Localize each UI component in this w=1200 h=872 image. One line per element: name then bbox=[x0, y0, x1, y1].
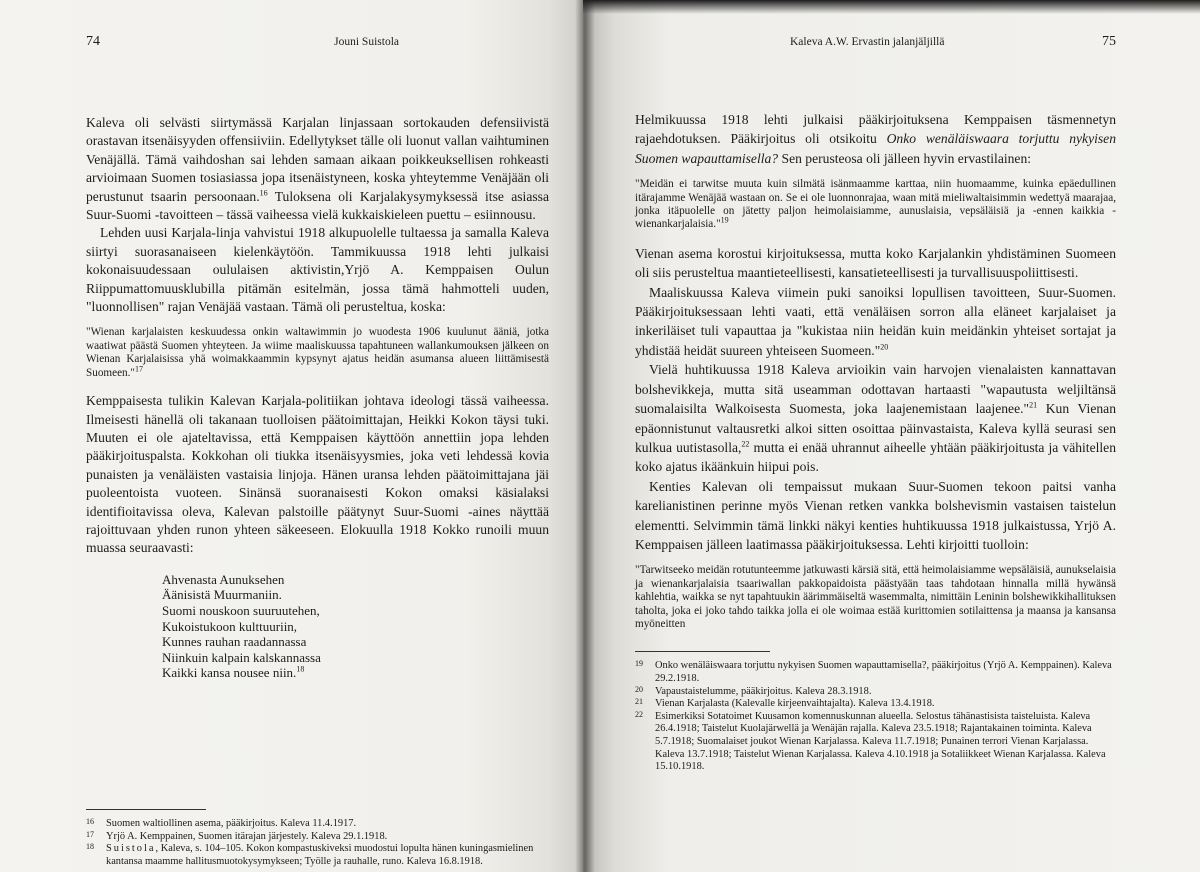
poem-line: Äänisistä Muurmaniin. bbox=[162, 587, 282, 603]
left-paragraph-3: Kemppaisesta tulikin Kalevan Karjala-politiikan johtava ideologi tässä vaiheessa. Ilmeisesti hänellä oli takanaan tuolloisen päätoimittajan, Heikki Kokon täysi tuki. Muuten ei ole ajateltavissa, että Kemppaisen käyttöön annettiin jopa lehden pääkirjoituspalsta. Kokkohan oli tiukka itsenäisyysmies, joka veti lehdessä kovia punaisten ja venäläisten vastaisia linjoja. Hänen uransa lehden päätoimittajana jäi puoleentoista vuoteen. Sinänsä suoranaisesti Kokon omaksi käsialaksi identifioitavissa oleva, Kalevan palstoille päätynyt Suur-Suomi -aines näyttää rajoittuvaan yhden runon yhteen säkeeseen. Elokuulla 1918 Kokko runoili muun muassa seuraavasti: bbox=[86, 393, 549, 556]
scan-edge bbox=[583, 0, 1200, 14]
footnote-17: 17 Yrjö A. Kemppainen, Suomen itärajan järjestely. Kaleva 29.1.1918. bbox=[86, 829, 388, 842]
right-paragraph-2: Vienan asema korostui kirjoituksessa, mutta koko Karjalankin yhdistäminen Suomeen oli siis perusteltua maantieteellisesti, kansatieteellisesti ja turvallisuuspoliittisesti. bbox=[635, 245, 1116, 281]
footnote-ref-21: 21 bbox=[1029, 400, 1038, 410]
footnote-20: 20 Vapaustaistelumme, pääkirjoitus. Kaleva 28.3.1918. bbox=[635, 684, 872, 697]
footnote-ref-17: 17 bbox=[135, 363, 143, 373]
footnote-ref-22: 22 bbox=[741, 439, 750, 449]
footnote-ref-20: 20 bbox=[880, 342, 889, 352]
poem bbox=[162, 572, 549, 681]
left-paragraph-1: Kaleva oli selvästi siirtymässä Karjalan linjassaan sortokauden defensiivistä orastavan itsenäisyyden offensiiviin. Edellytykset tälle oli luonut vallan vaihtuminen Venäjällä. Tämä vaihdoshan sai lehden samaan aikaan poikkeuksellisen rohkeasti arvioimaan Suomen tosiasiassa jopa itsenäistyneen, koska yhteytemme Venäjään oli perustunut tsaarin persoonaan.$^{16}$ Tuloksena oli Karjalakysymyksessä itse asiassa Suur-Suomi -tavoitteen – tässä vaiheessa vielä kukkaiskieleen puettu – esiinnousu. bbox=[86, 115, 549, 223]
footnote-22: 22 Esimerkiksi Sotatoimet Kuusamon komennuskunnan alueella. Selostus tähänastisista taisteluista. Kaleva 26.4.1918; Taistelut Kuolajärwellä ja Wenäjän rajalla. Kaleva 23.5.1918; Rajantakainen toiminta. Kaleva 5.7.1918; Suomalaiset joukot Wienan Karjalassa. Kaleva 11.7.1918; Punainen terrori Vienan Karjalassa. Kaleva 13.7.1918; Taistelut Wienan Karjalassa. Kaleva 4.10.1918 ja Sotaliikkeet Wienan Karjalassa. Kaleva 15.10.1918. bbox=[635, 709, 1106, 773]
left-footnotes bbox=[86, 818, 549, 868]
poem-line: Kukoistukoon kulttuuriin, bbox=[162, 618, 298, 634]
right-page-number: 75 bbox=[1102, 34, 1116, 49]
footnote-18: 18 Suistola, Kaleva, s. 104–105. Kokon kompastuskiveksi muodostui lopulta hänen kuningasmielinen kantansa maamme hallitusmuotokysymykseen; Työlle ja rauhalle, runo. Kaleva 16.8.1918. bbox=[86, 842, 534, 867]
right-paragraph-1: Helmikuussa 1918 lehti julkaisi pääkirjoituksena Kemppaisen täsmennetyn rajaehdotuksen. Pääkirjoitus oli otsikoitu Onko wenäläiswaara torjuttu nykyisen Suomen wapauttamisella? Sen perusteosa oli jälleen hyvin ervastilainen: bbox=[635, 112, 1116, 166]
left-page-number: 74 bbox=[86, 34, 100, 49]
left-running-title: Jouni Suistola bbox=[334, 36, 399, 48]
left-block-quote: "Wienan karjalaisten keskuudessa onkin waltawimmin jo wuodesta 1906 kuulunut ääniä, jotka waatiwat päästä Suomen yhteyteen. Ja wiime maaliskuussa tapahtuneen wallankumouksen jälkeen on Wienan Karjalaisissa yhä woimakkaammin kypsynyt ajatus heidän asumansa alueen liittämisestä Suomeen."$^{17}$ bbox=[86, 326, 549, 379]
footnote-ref-19: 19 bbox=[720, 215, 729, 225]
right-paragraph-4: Vielä huhtikuussa 1918 Kaleva arvioikin vain harvojen vienalaisten kannattavan bolshevikkeja, mutta sitä useamman odottavan hartaasti "wapautusta weljiltänsä suomalaisilta Walkoisesta Suomesta, joka laajenemistaan laajenee."$^{21}$ Kun Vienan epäonnistunut valtausretki alkoi sitten osoittaa päinvastaista, Kaleva kyllä seurasi sen kulkua uutistasolla,$^{22}$ mutta ei enää uhrannut aiheelle yhtään pääkirjoitusta ja vähitellen koko ajatus ikäänkuin hiipui pois. bbox=[635, 362, 1117, 475]
right-running-title: Kaleva A.W. Ervastin jalanjäljillä bbox=[790, 36, 945, 48]
right-footnote-rule bbox=[635, 651, 770, 652]
left-footnote-rule bbox=[86, 809, 206, 810]
italic-title: Onko wenäläiswaara torjuttu nykyisen Suomen wapauttamisella? bbox=[635, 131, 1116, 166]
poem-line: Ahvenasta Aunuksehen bbox=[162, 571, 285, 587]
footnote-ref-18: 18 bbox=[296, 664, 305, 674]
poem-line: Suomi nouskoon suuruutehen, bbox=[162, 602, 320, 618]
right-running-head bbox=[635, 34, 1116, 54]
footnote-19: 19 Onko wenäläiswaara torjuttu nykyisen Suomen wapauttamisella?, pääkirjoitus (Yrjö A. Kemppainen). Kaleva 29.2.1918. bbox=[635, 659, 1112, 684]
poem-line: Niinkuin kalpain kalskannassa bbox=[162, 649, 321, 665]
left-paragraph-2: Lehden uusi Karjala-linja vahvistui 1918 alkupuolelle tultaessa ja samalla Kaleva siirtyi suorasanaiseen kielenkäytöön. Tammikuussa 1918 lehti julkaisi kokonaisuudessaan oululaisen aktivistin,Yrjö A. Kemppaisen Oulun Riippumattomuusklubilla pitämän esitelmän, jossa tämä hahmotteli uuden, "luonnollisen" rajan Venäjää vastaan. Tämä oli perusteltua, koska: bbox=[86, 225, 549, 315]
footnote-16: 16 Suomen waltiollinen asema, pääkirjoitus. Kaleva 11.4.1917. bbox=[86, 816, 357, 829]
poem-line: Kunnes rauhan raadannassa bbox=[162, 634, 307, 650]
right-block-quote-2: "Tarwitseeko meidän rotutunteemme jatkuwasti kärsiä sitä, että heimolaisiamme wepsäläisiä, aunukselaisia ja wienankarjalaisia tsaariwallan pakkopaidoista päästyään taas tahdotaan hinnalla millä hywänsä kahlehtia, waikka se nyt tapahtuukin äärimmäiseltä wasemmalta, nimittäin Leninin bolshewikkihallituksen taholta, joka ei joko tahdo taikka jolla ei ole woimaa estää kurittomien sotilaittensa ja maansa ja kansansa myöneitten bbox=[635, 564, 1116, 630]
right-paragraph-5: Kenties Kalevan oli tempaissut mukaan Suur-Suomen tekoon paitsi vanha karelianistinen perinne myös Vienan retken vankka bolshevismin vastaisen taistelun elementti. Selvimmin tämä linkki näkyi kenties huhtikuussa 1918 julkaistussa, Yrjö A. Kemppaisen jälleen laatimassa pääkirjoituksessa. Lehti kirjoitti tuolloin: bbox=[635, 478, 1116, 552]
footnote-ref-16: 16 bbox=[259, 188, 268, 198]
left-page bbox=[0, 0, 583, 872]
right-footnotes bbox=[635, 660, 1116, 773]
left-running-head bbox=[86, 34, 549, 54]
right-page bbox=[583, 0, 1200, 872]
poem-line: Kaikki kansa nousee niin.$^{18}$ bbox=[162, 664, 305, 681]
right-block-quote-1: "Meidän ei tarwitse muuta kuin silmätä isänmaamme karttaa, niin huomaamme, kuinka epäedullinen itärajamme Wenäjää wastaan on. Se ei ole luonnonrajaa, waan mitä mieliwaltaisimmin wedettyä maarajaa, jonka itäpuolelle on jätetty paljon heimolaisiamme, aunuslaisia, vepsäläisiä ja -ennen kaikkia - wienankarjalaisia."$^{19}$ bbox=[635, 178, 1116, 231]
footnote-21: 21 Vienan Karjalasta (Kalevalle kirjeenvaihtajalta). Kaleva 13.4.1918. bbox=[635, 697, 935, 710]
right-paragraph-3: Maaliskuussa Kaleva viimein puki sanoiksi lopullisen tavoitteen, Suur-Suomen. Pääkirjoituksessaan lehti vaati, että venäläisen sorron alla eläneet karjalaiset ja inkeriläiset tuli vapauttaa ja "kukistaa niin heidän kuin meidänkin yhteiset sortajat ja yhdistää heidät suureen yhteiseen Suomeen."$^{20}$ bbox=[635, 284, 1116, 358]
